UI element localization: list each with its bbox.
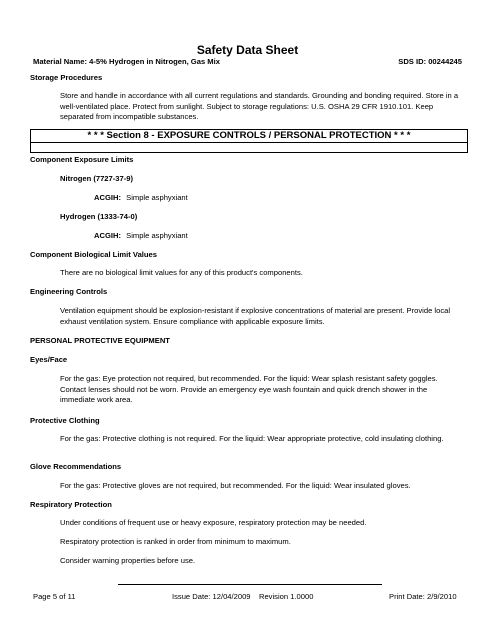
biological-text: There are no biological limit values for any of this product's components. — [60, 268, 303, 277]
section-8-banner — [30, 129, 468, 153]
footer-rule — [118, 584, 382, 585]
respiratory-text: Under conditions of frequent use or heavy exposure, respiratory protection may be needed. — [60, 518, 367, 527]
exposure-heading: Component Exposure Limits — [30, 155, 134, 164]
page-number: Page 5 of 11 — [33, 592, 76, 601]
material-name: Material Name: 4-5% Hydrogen in Nitrogen, Gas Mix — [33, 57, 220, 66]
document-title: Safety Data Sheet — [196, 43, 299, 57]
material-line — [33, 57, 462, 66]
component-name: Hydrogen (1333-74-0) — [60, 212, 138, 221]
limit-value: Simple asphyxiant — [126, 231, 188, 240]
storage-text: Store and handle in accordance with all current regulations and standards. Grounding and bonding required. Store in a well-ventilated place. Protect from sunlight. Subject to storage regulations: U.S. OSHA 29 CFR 1910.101. Keep separated from incompatible substances. — [60, 91, 459, 122]
eyes-heading: Eyes/Face — [30, 355, 68, 364]
component-limit — [94, 193, 188, 202]
agency-label: ACGIH: — [94, 193, 121, 202]
clothing-heading: Protective Clothing — [30, 416, 100, 425]
respiratory-heading: Respiratory Protection — [30, 500, 112, 509]
engineering-text: Ventilation equipment should be explosion-resistant if explosive concentrations of material are present. Provide local exhaust ventilation system. Ensure compliance with applicable exposure limits. — [60, 306, 451, 326]
section-rule — [31, 142, 467, 143]
respiratory-text: Respiratory protection is ranked in order from minimum to maximum. — [60, 537, 291, 546]
print-date: Print Date: 2/9/2010 — [389, 592, 457, 601]
engineering-heading: Engineering Controls — [30, 287, 108, 296]
agency-label: ACGIH: — [94, 231, 121, 240]
respiratory-text: Consider warning properties before use. — [60, 556, 196, 565]
ppe-heading: PERSONAL PROTECTIVE EQUIPMENT — [30, 336, 170, 345]
component-limit — [94, 231, 188, 240]
eyes-text: For the gas: Eye protection not required, but recommended. For the liquid: Wear splash resistant safety goggles. Contact lenses should not be worn. Provide an emergency eye wash fountain and quick drench shower in the immediate work area. — [60, 374, 438, 405]
clothing-text: For the gas: Protective clothing is not required. For the liquid: Wear appropriate protective, cold insulating clothing. — [60, 434, 444, 443]
glove-heading: Glove Recommendations — [30, 462, 122, 471]
component-name: Nitrogen (7727-37-9) — [60, 174, 134, 183]
issue-date: Issue Date: 12/04/2009 Revision 1.0000 — [172, 592, 314, 601]
sds-id: SDS ID: 00244245 — [398, 57, 462, 66]
limit-value: Simple asphyxiant — [126, 193, 188, 202]
biological-heading: Component Biological Limit Values — [30, 250, 157, 259]
section-8-label: * * * Section 8 - EXPOSURE CONTROLS / PERSONAL PROTECTION * * * — [87, 130, 411, 141]
glove-text: For the gas: Protective gloves are not required, but recommended. For the liquid: Wear insulated gloves. — [60, 481, 411, 490]
storage-heading: Storage Procedures — [30, 73, 103, 82]
